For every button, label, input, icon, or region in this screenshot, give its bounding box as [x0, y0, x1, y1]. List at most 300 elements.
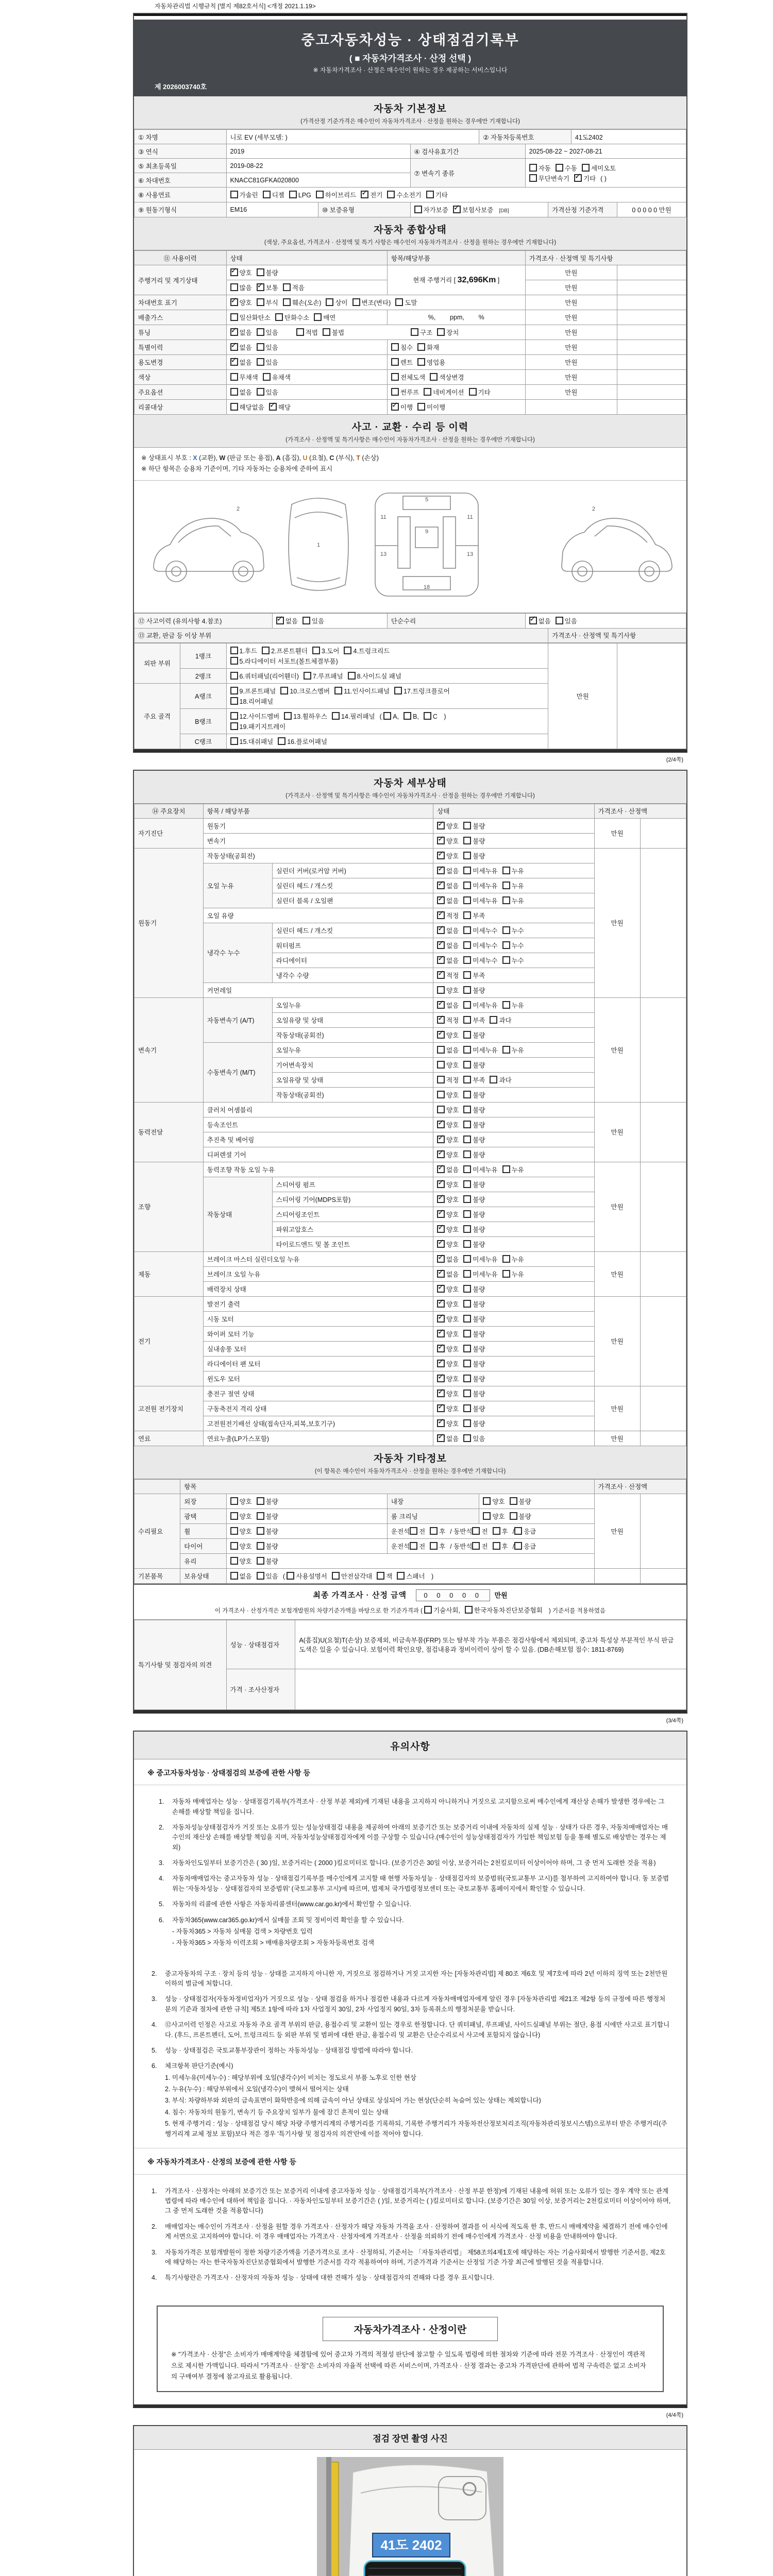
checkbox-box[interactable]: [437, 971, 445, 979]
checkbox-box[interactable]: [463, 882, 471, 889]
checkbox[interactable]: [230, 343, 252, 352]
checkbox[interactable]: [463, 1299, 485, 1309]
checkbox[interactable]: [230, 686, 276, 696]
checkbox[interactable]: [463, 1374, 485, 1383]
checkbox[interactable]: [463, 1210, 485, 1219]
checkbox[interactable]: [463, 956, 497, 965]
checkbox-box[interactable]: [502, 1255, 510, 1263]
checkbox[interactable]: [437, 911, 459, 920]
checkbox[interactable]: [463, 1060, 485, 1070]
checkbox-box[interactable]: [463, 1404, 471, 1412]
checkbox[interactable]: [472, 1541, 488, 1551]
checkbox-box[interactable]: [463, 1121, 471, 1128]
checkbox[interactable]: [437, 1240, 459, 1249]
checkbox[interactable]: [257, 1497, 278, 1506]
checkbox-box[interactable]: [437, 867, 445, 874]
checkbox-box[interactable]: [483, 1512, 491, 1520]
checkbox-box[interactable]: [463, 1106, 471, 1113]
checkbox-box[interactable]: [437, 1404, 445, 1412]
checkbox[interactable]: [437, 836, 459, 845]
checkbox-box[interactable]: [490, 1076, 497, 1083]
checkbox[interactable]: [463, 941, 497, 950]
checkbox-box[interactable]: [430, 1527, 438, 1535]
checkbox[interactable]: [463, 1030, 485, 1040]
checkbox-box[interactable]: [502, 896, 510, 904]
checkbox[interactable]: [426, 190, 448, 199]
checkbox[interactable]: [529, 616, 551, 625]
checkbox[interactable]: [397, 1571, 425, 1581]
checkbox-box[interactable]: [287, 1572, 294, 1580]
checkbox-box[interactable]: [410, 1542, 417, 1550]
checkbox-box[interactable]: [437, 328, 445, 336]
checkbox-box[interactable]: [397, 1572, 405, 1580]
checkbox-box[interactable]: [437, 837, 445, 844]
checkbox-box[interactable]: [463, 1315, 471, 1323]
checkbox-box[interactable]: [430, 1542, 438, 1550]
checkbox-box[interactable]: [257, 328, 264, 336]
checkbox-box[interactable]: [414, 206, 422, 213]
checkbox-box[interactable]: [332, 1572, 340, 1580]
checkbox[interactable]: [483, 1512, 505, 1521]
checkbox[interactable]: [463, 851, 485, 860]
checkbox-box[interactable]: [283, 298, 291, 306]
checkbox-box[interactable]: [257, 1572, 264, 1580]
checkbox[interactable]: [437, 1404, 459, 1413]
checkbox-box[interactable]: [463, 1031, 471, 1039]
checkbox-box[interactable]: [230, 343, 238, 351]
checkbox[interactable]: [437, 1001, 459, 1010]
checkbox-box[interactable]: [493, 1527, 500, 1535]
checkbox[interactable]: [391, 372, 425, 382]
checkbox[interactable]: [276, 616, 298, 625]
checkbox[interactable]: [463, 1329, 485, 1338]
checkbox[interactable]: [417, 402, 445, 412]
checkbox-box[interactable]: [314, 313, 322, 321]
checkbox[interactable]: [332, 1571, 372, 1581]
checkbox[interactable]: [230, 1571, 252, 1581]
checkbox[interactable]: [437, 1434, 459, 1443]
checkbox-box[interactable]: [465, 1606, 473, 1614]
checkbox-box[interactable]: [463, 822, 471, 829]
checkbox[interactable]: [352, 298, 391, 307]
checkbox[interactable]: [437, 1165, 459, 1174]
checkbox[interactable]: [437, 881, 459, 890]
checkbox[interactable]: [312, 646, 340, 655]
checkbox-box[interactable]: [556, 617, 563, 624]
checkbox[interactable]: [463, 1419, 485, 1428]
checkbox-box[interactable]: [303, 617, 310, 624]
checkbox[interactable]: [377, 1571, 392, 1581]
checkbox[interactable]: [463, 1359, 485, 1368]
checkbox-box[interactable]: [391, 373, 399, 381]
checkbox[interactable]: [463, 1135, 485, 1144]
checkbox[interactable]: [437, 896, 459, 905]
checkbox-box[interactable]: [344, 647, 351, 654]
checkbox-box[interactable]: [437, 1419, 445, 1427]
checkbox[interactable]: [437, 1389, 459, 1398]
checkbox-box[interactable]: [463, 1419, 471, 1427]
checkbox-box[interactable]: [493, 1542, 500, 1550]
checkbox-box[interactable]: [257, 388, 264, 396]
checkbox-box[interactable]: [582, 164, 590, 172]
checkbox[interactable]: [437, 1030, 459, 1040]
checkbox[interactable]: [304, 671, 343, 681]
checkbox[interactable]: [514, 1541, 536, 1551]
checkbox-box[interactable]: [352, 298, 360, 306]
checkbox-box[interactable]: [230, 722, 238, 730]
checkbox[interactable]: [463, 926, 497, 935]
checkbox-box[interactable]: [502, 867, 510, 874]
checkbox-box[interactable]: [230, 388, 238, 396]
checkbox-box[interactable]: [437, 1136, 445, 1143]
checkbox[interactable]: [582, 163, 616, 173]
checkbox-box[interactable]: [463, 911, 471, 919]
checkbox-box[interactable]: [463, 1345, 471, 1352]
checkbox[interactable]: [510, 1512, 531, 1521]
checkbox[interactable]: [463, 1255, 497, 1264]
checkbox-box[interactable]: [437, 1240, 445, 1248]
checkbox-box[interactable]: [463, 1195, 471, 1203]
checkbox[interactable]: [437, 1255, 459, 1264]
checkbox[interactable]: [230, 387, 252, 397]
checkbox-box[interactable]: [230, 657, 238, 665]
checkbox-box[interactable]: [437, 1091, 445, 1098]
checkbox[interactable]: [230, 190, 258, 199]
checkbox[interactable]: [417, 358, 445, 367]
checkbox[interactable]: [383, 712, 399, 720]
checkbox[interactable]: [257, 268, 278, 277]
checkbox-box[interactable]: [463, 852, 471, 859]
checkbox[interactable]: [490, 1015, 511, 1025]
checkbox-box[interactable]: [463, 1061, 471, 1069]
checkbox-box[interactable]: [262, 647, 270, 654]
checkbox[interactable]: [284, 711, 327, 721]
checkbox[interactable]: [257, 1556, 278, 1566]
checkbox-box[interactable]: [230, 283, 238, 291]
checkbox-box[interactable]: [463, 1360, 471, 1367]
checkbox[interactable]: [257, 328, 278, 337]
checkbox-box[interactable]: [437, 941, 445, 949]
checkbox[interactable]: [463, 836, 485, 845]
checkbox-box[interactable]: [257, 343, 264, 351]
checkbox[interactable]: [502, 1269, 524, 1279]
checkbox-box[interactable]: [257, 1512, 264, 1520]
checkbox-box[interactable]: [437, 956, 445, 964]
checkbox-box[interactable]: [276, 617, 284, 624]
checkbox-box[interactable]: [510, 1497, 517, 1505]
checkbox-box[interactable]: [230, 737, 238, 745]
checkbox[interactable]: [463, 896, 497, 905]
checkbox[interactable]: [230, 656, 338, 666]
checkbox[interactable]: [463, 1180, 485, 1189]
checkbox[interactable]: [437, 1060, 459, 1070]
checkbox[interactable]: [257, 283, 278, 292]
checkbox-box[interactable]: [463, 1389, 471, 1397]
checkbox-box[interactable]: [463, 1046, 471, 1054]
checkbox[interactable]: [437, 1344, 459, 1353]
checkbox[interactable]: [437, 1135, 459, 1144]
checkbox-box[interactable]: [463, 837, 471, 844]
checkbox[interactable]: [502, 1045, 524, 1055]
checkbox[interactable]: [463, 1165, 497, 1174]
checkbox-box[interactable]: [437, 882, 445, 889]
checkbox-box[interactable]: [263, 373, 271, 381]
checkbox-box[interactable]: [278, 737, 285, 745]
checkbox-box[interactable]: [383, 712, 391, 720]
checkbox[interactable]: [257, 298, 278, 307]
checkbox-box[interactable]: [502, 1270, 510, 1278]
checkbox[interactable]: [463, 1284, 485, 1294]
checkbox[interactable]: [437, 1015, 459, 1025]
checkbox[interactable]: [230, 268, 252, 277]
checkbox-box[interactable]: [463, 1375, 471, 1382]
checkbox[interactable]: [556, 616, 577, 625]
checkbox[interactable]: [230, 313, 271, 322]
checkbox[interactable]: [437, 971, 459, 980]
checkbox[interactable]: [230, 671, 299, 681]
checkbox[interactable]: [463, 1075, 485, 1084]
checkbox[interactable]: [404, 712, 419, 720]
checkbox-box[interactable]: [463, 971, 471, 979]
checkbox[interactable]: [395, 298, 417, 307]
checkbox[interactable]: [230, 358, 252, 367]
checkbox-box[interactable]: [257, 1497, 264, 1505]
checkbox-box[interactable]: [514, 1527, 522, 1535]
checkbox-box[interactable]: [463, 926, 471, 934]
checkbox-box[interactable]: [472, 1542, 480, 1550]
checkbox-box[interactable]: [269, 403, 277, 411]
checkbox[interactable]: [463, 1344, 485, 1353]
checkbox[interactable]: [296, 328, 318, 337]
checkbox[interactable]: [334, 686, 390, 696]
checkbox[interactable]: [316, 190, 356, 199]
checkbox[interactable]: [437, 1284, 459, 1294]
checkbox-box[interactable]: [230, 697, 238, 705]
checkbox[interactable]: [437, 1120, 459, 1129]
checkbox[interactable]: [230, 737, 274, 746]
checkbox-box[interactable]: [437, 1315, 445, 1323]
checkbox-box[interactable]: [312, 647, 320, 654]
checkbox[interactable]: [463, 1045, 497, 1055]
checkbox[interactable]: [493, 1541, 508, 1551]
checkbox-box[interactable]: [437, 1046, 445, 1054]
checkbox-box[interactable]: [463, 1180, 471, 1188]
checkbox-box[interactable]: [437, 1210, 445, 1218]
checkbox[interactable]: [257, 1512, 278, 1521]
checkbox[interactable]: [424, 712, 438, 720]
checkbox[interactable]: [430, 1527, 445, 1536]
checkbox[interactable]: [414, 205, 448, 214]
checkbox[interactable]: [437, 1045, 459, 1055]
checkbox-box[interactable]: [377, 1572, 384, 1580]
checkbox-box[interactable]: [404, 712, 411, 720]
checkbox-box[interactable]: [395, 298, 403, 306]
checkbox[interactable]: [437, 1329, 459, 1338]
checkbox-box[interactable]: [257, 283, 264, 291]
checkbox-box[interactable]: [437, 1016, 445, 1024]
checkbox-box[interactable]: [230, 191, 238, 198]
checkbox[interactable]: [344, 646, 390, 655]
checkbox-box[interactable]: [275, 313, 283, 321]
checkbox[interactable]: [502, 941, 524, 950]
checkbox-box[interactable]: [391, 343, 399, 351]
checkbox-box[interactable]: [304, 672, 311, 680]
checkbox-box[interactable]: [316, 191, 324, 198]
checkbox[interactable]: [472, 1527, 488, 1536]
checkbox[interactable]: [463, 881, 497, 890]
checkbox-box[interactable]: [230, 712, 238, 720]
checkbox[interactable]: [262, 646, 308, 655]
checkbox[interactable]: [463, 821, 485, 831]
checkbox[interactable]: [437, 1180, 459, 1189]
checkbox[interactable]: [502, 956, 524, 965]
checkbox[interactable]: [437, 1314, 459, 1324]
checkbox-box[interactable]: [556, 164, 563, 172]
checkbox-box[interactable]: [437, 1076, 445, 1083]
checkbox-box[interactable]: [437, 1150, 445, 1158]
checkbox[interactable]: [437, 866, 459, 875]
checkbox[interactable]: [257, 387, 278, 397]
checkbox[interactable]: [437, 821, 459, 831]
checkbox[interactable]: [463, 1434, 485, 1443]
checkbox-box[interactable]: [437, 1345, 445, 1352]
checkbox-box[interactable]: [437, 1061, 445, 1069]
checkbox[interactable]: [314, 313, 335, 322]
checkbox-box[interactable]: [289, 191, 297, 198]
checkbox-box[interactable]: [326, 298, 333, 306]
checkbox[interactable]: [361, 190, 382, 199]
checkbox[interactable]: [437, 1374, 459, 1383]
checkbox-box[interactable]: [417, 403, 425, 411]
checkbox-box[interactable]: [257, 1557, 264, 1565]
checkbox[interactable]: [463, 1225, 485, 1234]
checkbox[interactable]: [463, 1389, 485, 1398]
checkbox-box[interactable]: [502, 1046, 510, 1054]
checkbox[interactable]: [430, 1541, 445, 1551]
checkbox-box[interactable]: [514, 1542, 522, 1550]
checkbox-box[interactable]: [348, 672, 356, 680]
checkbox-box[interactable]: [230, 268, 238, 276]
checkbox[interactable]: [463, 1269, 497, 1279]
checkbox[interactable]: [437, 851, 459, 860]
checkbox-box[interactable]: [463, 941, 471, 949]
checkbox-box[interactable]: [257, 1542, 264, 1550]
checkbox-box[interactable]: [437, 1195, 445, 1203]
checkbox-box[interactable]: [463, 1210, 471, 1218]
checkbox-box[interactable]: [529, 174, 537, 182]
checkbox-box[interactable]: [230, 313, 238, 321]
checkbox[interactable]: [410, 1541, 425, 1551]
checkbox-box[interactable]: [529, 617, 537, 624]
checkbox-box[interactable]: [463, 1330, 471, 1337]
checkbox[interactable]: [391, 387, 419, 397]
checkbox[interactable]: [437, 1225, 459, 1234]
checkbox-box[interactable]: [410, 1527, 417, 1535]
checkbox[interactable]: [463, 1120, 485, 1129]
checkbox-box[interactable]: [502, 926, 510, 934]
checkbox[interactable]: [257, 1571, 278, 1581]
checkbox-box[interactable]: [230, 1497, 238, 1505]
checkbox[interactable]: [283, 283, 305, 292]
checkbox[interactable]: [529, 174, 569, 183]
checkbox-box[interactable]: [463, 1091, 471, 1098]
checkbox[interactable]: [502, 1165, 524, 1174]
checkbox[interactable]: [391, 358, 413, 367]
checkbox[interactable]: [502, 926, 524, 935]
checkbox[interactable]: [263, 372, 291, 382]
checkbox-box[interactable]: [417, 358, 425, 366]
checkbox[interactable]: [437, 1195, 459, 1204]
checkbox[interactable]: [437, 328, 459, 337]
checkbox[interactable]: [463, 986, 485, 995]
checkbox[interactable]: [323, 328, 344, 337]
checkbox[interactable]: [493, 1527, 508, 1536]
checkbox[interactable]: [230, 372, 258, 382]
checkbox[interactable]: [289, 191, 311, 199]
checkbox-box[interactable]: [334, 687, 342, 694]
checkbox-box[interactable]: [230, 373, 238, 381]
checkbox-box[interactable]: [463, 1150, 471, 1158]
checkbox[interactable]: [490, 1075, 511, 1084]
checkbox-box[interactable]: [437, 822, 445, 829]
checkbox[interactable]: [574, 174, 596, 183]
checkbox-box[interactable]: [230, 403, 238, 411]
checkbox-box[interactable]: [463, 1285, 471, 1293]
checkbox-box[interactable]: [387, 191, 395, 198]
checkbox[interactable]: [463, 1001, 497, 1010]
checkbox-box[interactable]: [391, 388, 399, 396]
checkbox[interactable]: [230, 283, 252, 292]
checkbox-box[interactable]: [463, 1300, 471, 1308]
checkbox-box[interactable]: [502, 1001, 510, 1009]
checkbox-box[interactable]: [463, 1165, 471, 1173]
checkbox[interactable]: [502, 1255, 524, 1264]
checkbox-box[interactable]: [426, 191, 434, 198]
checkbox-box[interactable]: [463, 1076, 471, 1083]
checkbox-box[interactable]: [437, 911, 445, 919]
checkbox[interactable]: [257, 1541, 278, 1551]
checkbox[interactable]: [437, 1210, 459, 1219]
checkbox-box[interactable]: [529, 164, 537, 172]
checkbox-box[interactable]: [437, 852, 445, 859]
checkbox[interactable]: [257, 1527, 278, 1536]
checkbox[interactable]: [280, 686, 330, 696]
checkbox[interactable]: [230, 646, 258, 655]
checkbox-box[interactable]: [502, 956, 510, 964]
checkbox[interactable]: [437, 1075, 459, 1084]
checkbox-box[interactable]: [257, 298, 264, 306]
checkbox[interactable]: [283, 298, 322, 307]
checkbox-box[interactable]: [230, 298, 238, 306]
checkbox[interactable]: [463, 1105, 485, 1114]
checkbox-box[interactable]: [502, 941, 510, 949]
checkbox-box[interactable]: [463, 956, 471, 964]
checkbox[interactable]: [529, 163, 551, 173]
checkbox-box[interactable]: [430, 373, 438, 381]
checkbox[interactable]: [502, 896, 524, 905]
checkbox[interactable]: [287, 1571, 327, 1581]
checkbox-box[interactable]: [502, 882, 510, 889]
checkbox-box[interactable]: [437, 1180, 445, 1188]
checkbox[interactable]: [437, 1359, 459, 1368]
checkbox[interactable]: [230, 402, 264, 412]
checkbox[interactable]: [437, 956, 459, 965]
checkbox-box[interactable]: [361, 191, 368, 198]
checkbox[interactable]: [278, 737, 327, 746]
checkbox-box[interactable]: [394, 687, 402, 694]
checkbox-box[interactable]: [463, 1225, 471, 1233]
checkbox-box[interactable]: [472, 1527, 480, 1535]
